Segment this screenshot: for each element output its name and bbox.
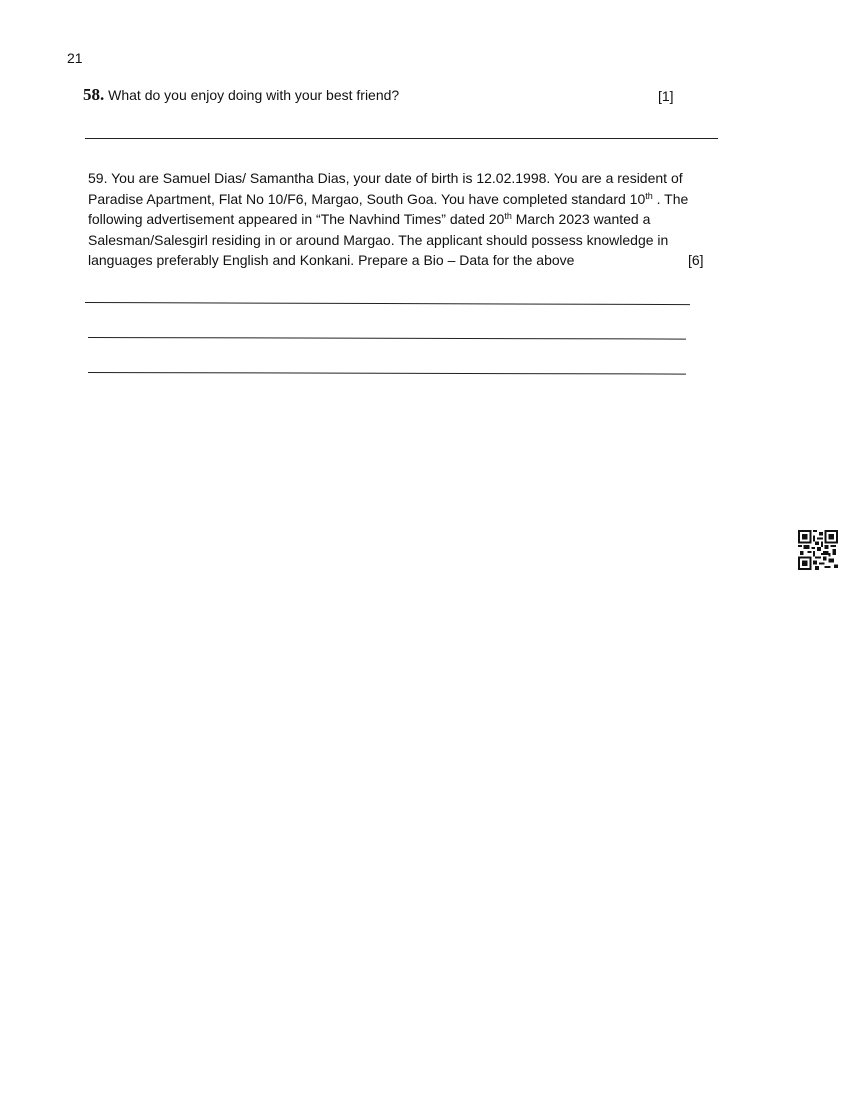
superscript-th: th bbox=[504, 211, 512, 221]
question-59-number: 59. bbox=[88, 170, 108, 186]
superscript-th: th bbox=[645, 190, 653, 201]
question-59-line-3 bbox=[88, 209, 748, 230]
question-59-line-5: languages preferably English and Konkani. Prepare a Bio – Data for the above bbox=[88, 252, 575, 268]
question-59-line-2 bbox=[88, 189, 748, 210]
question-59-line-2-text: Paradise Apartment, Flat No 10/F6, Margao, South Goa. You have completed standard 10 bbox=[88, 190, 646, 207]
question-59-line-4: Salesman/Salesgirl residing in or around Margao. The applicant should possess knowledge in bbox=[88, 231, 669, 248]
qr-code-icon bbox=[798, 530, 838, 570]
question-58-number: 58. bbox=[83, 85, 105, 104]
question-59-line-1-text: You are Samuel Dias/ Samantha Dias, your date of birth is 12.02.1998. You are a resident of bbox=[111, 170, 683, 186]
page-number: 21 bbox=[67, 50, 83, 66]
answer-line-58 bbox=[85, 138, 718, 139]
answer-line-59-1 bbox=[85, 302, 690, 305]
answer-line-59-3 bbox=[88, 372, 686, 375]
question-58-marks: [1] bbox=[658, 88, 674, 104]
question-59-line-3-end: March 2023 wanted a bbox=[511, 211, 651, 227]
answer-line-59-2 bbox=[88, 337, 686, 340]
question-59 bbox=[88, 168, 748, 271]
question-58 bbox=[83, 85, 683, 105]
question-59-line-1 bbox=[88, 168, 748, 189]
question-59-marks: [6] bbox=[688, 252, 704, 268]
question-59-line-3-text: following advertisement appeared in “The Navhind Times” dated 20 bbox=[88, 211, 505, 227]
question-58-text: What do you enjoy doing with your best friend? bbox=[108, 87, 400, 103]
question-59-line-2-end: . The bbox=[652, 190, 689, 207]
